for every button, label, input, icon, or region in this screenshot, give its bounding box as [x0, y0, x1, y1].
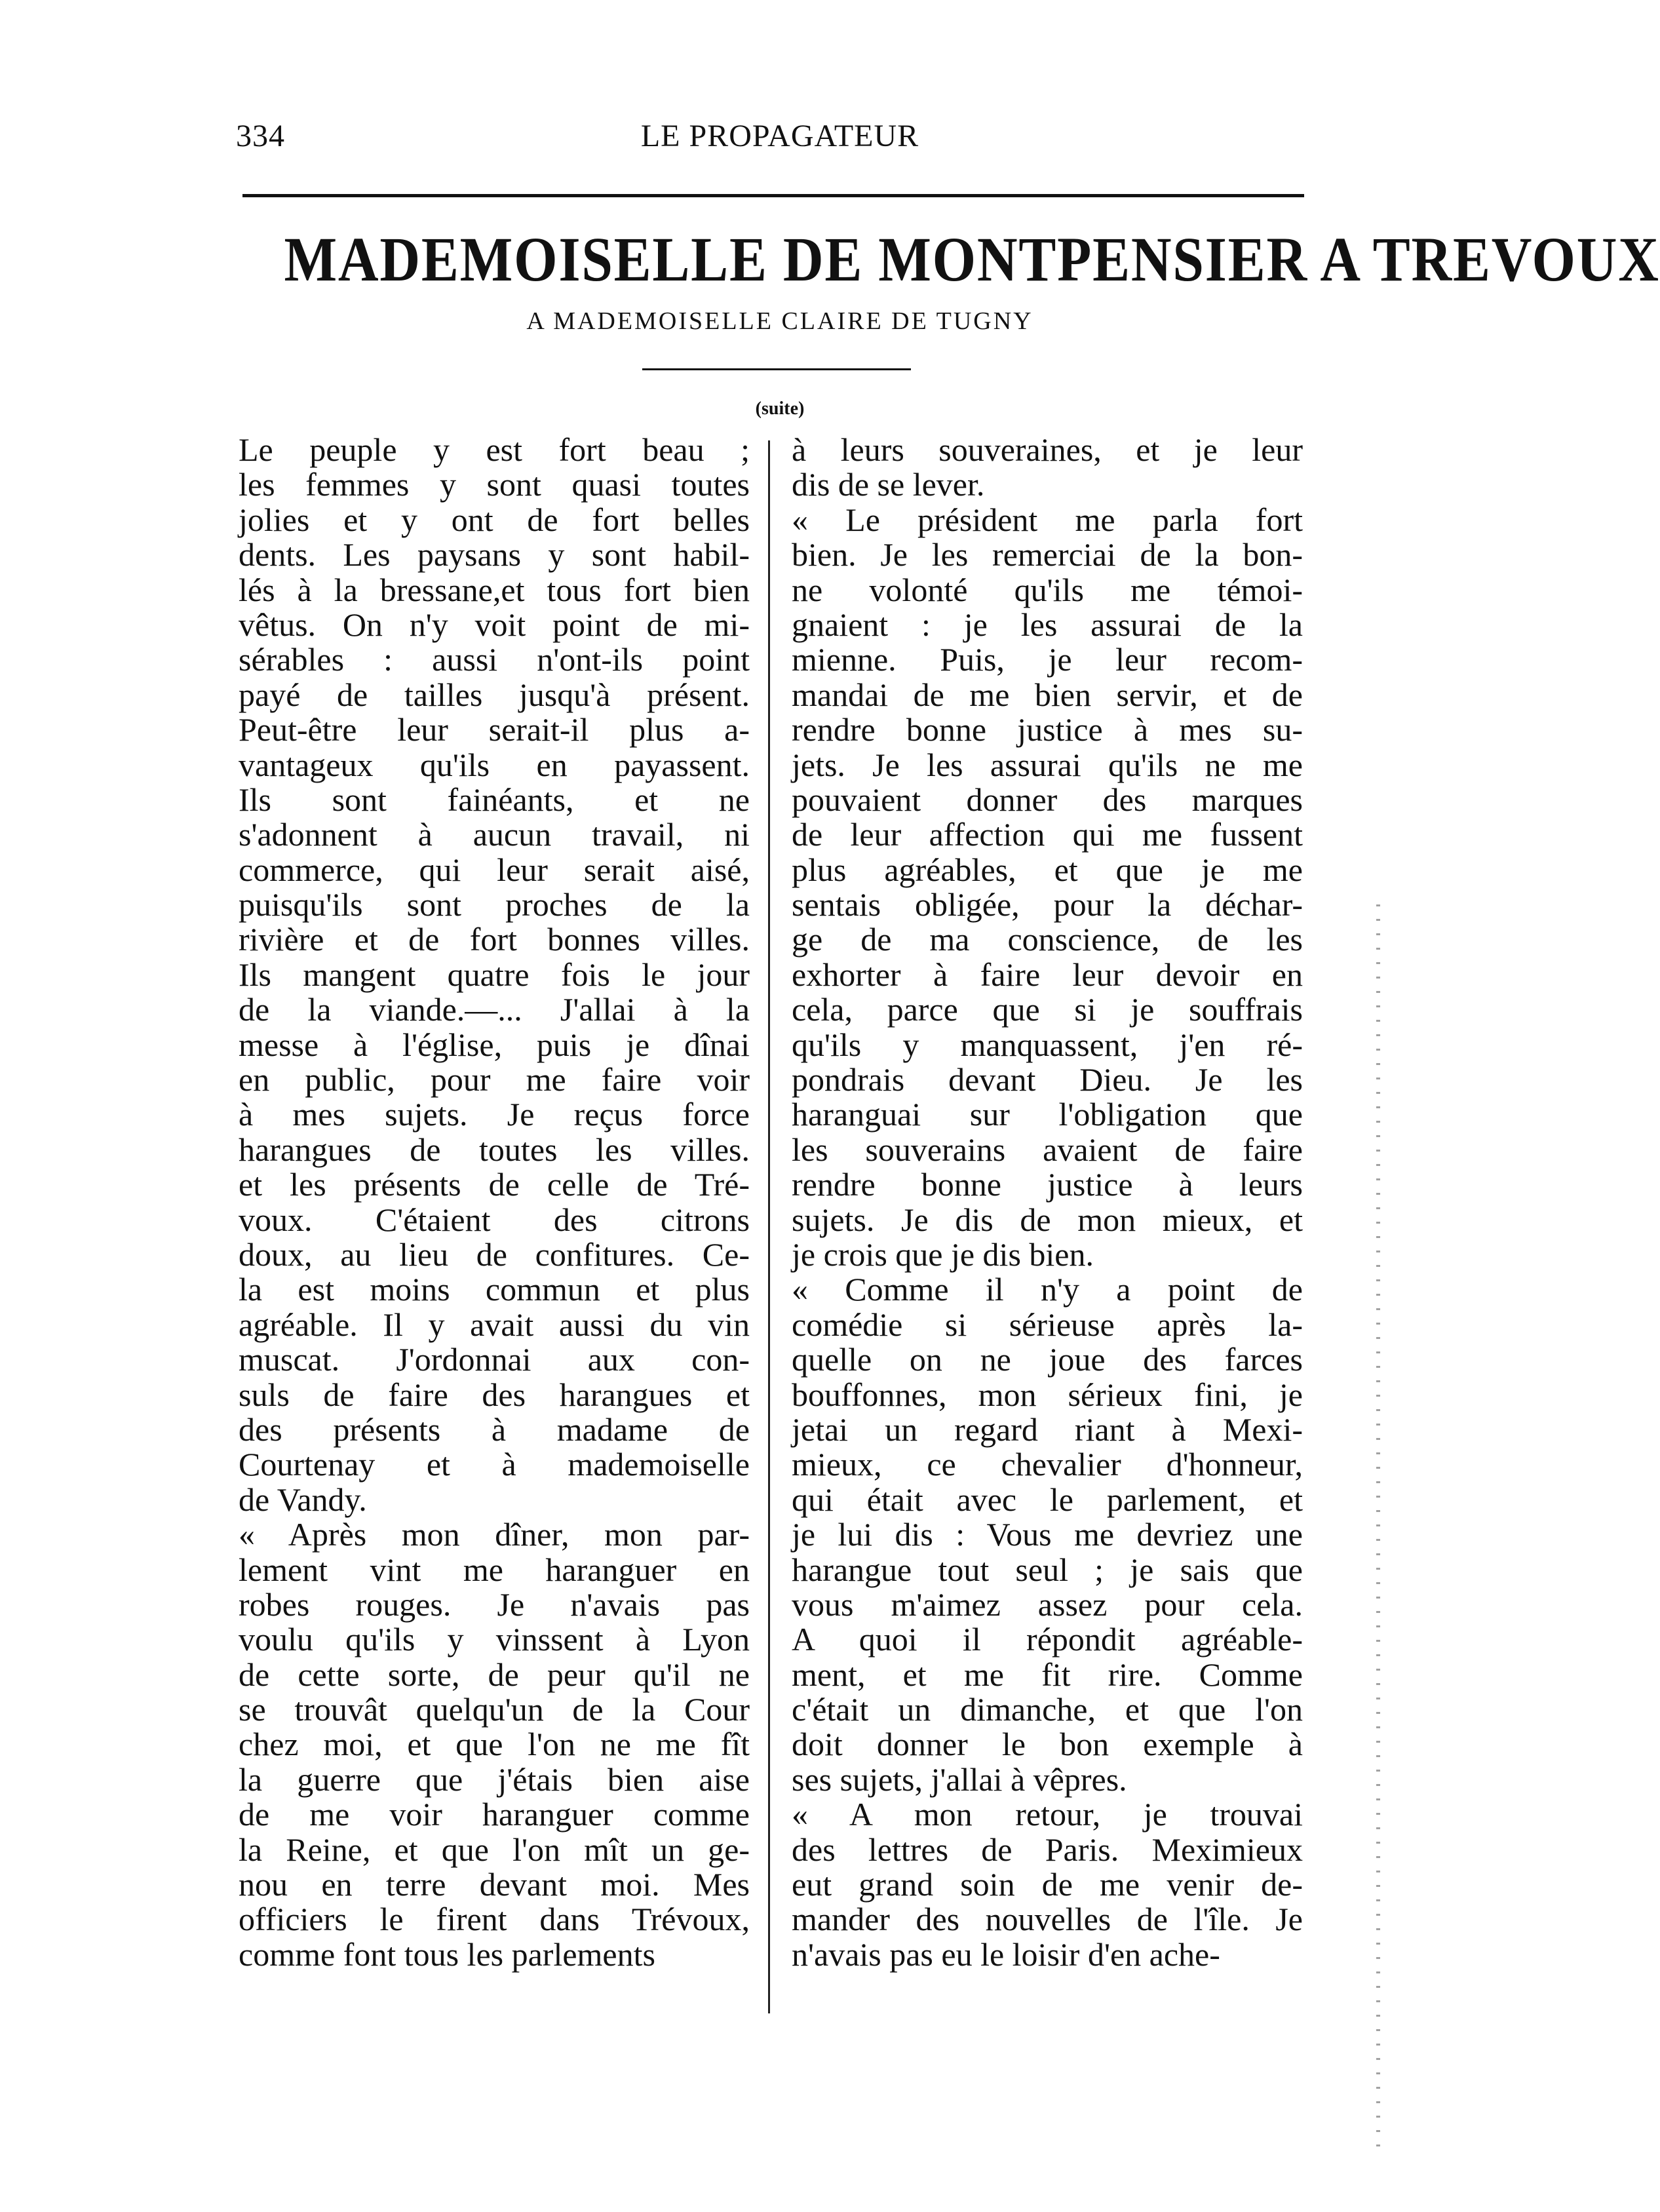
text-line: vous m'aimez assez pour cela.	[792, 1585, 1303, 1623]
text-line: de la viande.—... J'allai à la	[239, 991, 750, 1028]
text-line: plus agréables, et que je me	[792, 851, 1303, 888]
text-line: comédie si sérieuse après la-	[792, 1306, 1303, 1343]
text-line: gnaient : je les assurai de la	[792, 606, 1303, 643]
text-line: jets. Je les assurai qu'ils ne me	[792, 746, 1303, 783]
text-line: de me voir haranguer comme	[239, 1796, 750, 1833]
text-line: rendre bonne justice à leurs	[792, 1166, 1303, 1203]
text-column-left	[239, 433, 750, 1972]
text-line: puisqu'ils sont proches de la	[239, 886, 750, 923]
text-line: jetai un regard riant à Mexi-	[792, 1410, 1303, 1448]
text-line: sujets. Je dis de mon mieux, et	[792, 1201, 1303, 1238]
article-dedication: A MADEMOISELLE CLAIRE DE TUGNY	[526, 307, 1033, 335]
text-line: harangues de toutes les villes.	[239, 1131, 750, 1168]
text-line: ses sujets, j'allai à vêpres.	[792, 1760, 1127, 1798]
text-line: eut grand soin de me venir de-	[792, 1866, 1303, 1903]
text-line: de leur affection qui me fussent	[792, 816, 1303, 853]
text-line: muscat. J'ordonnai aux con-	[239, 1341, 750, 1378]
text-line: qu'ils y manquassent, j'en ré-	[792, 1026, 1303, 1063]
text-line: quelle on ne joue des farces	[792, 1341, 1303, 1378]
text-line: de Vandy.	[239, 1481, 367, 1518]
text-line: agréable. Il y avait aussi du vin	[239, 1306, 750, 1343]
text-line: payé de tailles jusqu'à présent.	[239, 676, 750, 713]
text-line: comme font tous les parlements	[239, 1935, 655, 1973]
text-line: commerce, qui leur serait aisé,	[239, 851, 750, 888]
text-line: Ils sont fainéants, et ne	[239, 781, 750, 818]
journal-name: LE PROPAGATEUR	[640, 119, 919, 153]
text-line: la Reine, et que l'on mît un ge-	[239, 1831, 750, 1868]
text-line: la guerre que j'étais bien aise	[239, 1760, 750, 1798]
text-line: voulu qu'ils y vinssent à Lyon	[239, 1621, 750, 1658]
text-line: robes rouges. Je n'avais pas	[239, 1585, 750, 1623]
text-line: les femmes y sont quasi toutes	[239, 466, 750, 503]
text-line: « Après mon dîner, mon par-	[239, 1516, 750, 1553]
text-line: mieux, ce chevalier d'honneur,	[792, 1446, 1303, 1483]
text-line: sentais obligée, pour la déchar-	[792, 886, 1303, 923]
text-line: vêtus. On n'y voit point de mi-	[239, 606, 750, 643]
text-line: à mes sujets. Je reçus force	[239, 1096, 750, 1133]
text-line: pouvaient donner des marques	[792, 781, 1303, 818]
scan-edge-marks	[1376, 904, 1380, 2150]
text-line: des lettres de Paris. Meximieux	[792, 1831, 1303, 1868]
text-line: suls de faire des harangues et	[239, 1376, 750, 1413]
text-line: cela, parce que si je souffrais	[792, 991, 1303, 1028]
text-line: vantageux qu'ils en payassent.	[239, 746, 750, 783]
text-line: exhorter à faire leur devoir en	[792, 956, 1303, 993]
text-line: A quoi il répondit agréable-	[792, 1621, 1303, 1658]
text-line: en public, pour me faire voir	[239, 1061, 750, 1098]
text-line: voux. C'étaient des citrons	[239, 1201, 750, 1238]
page-number: 334	[236, 119, 285, 153]
text-line: doit donner le bon exemple à	[792, 1726, 1303, 1763]
text-line: se trouvât quelqu'un de la Cour	[239, 1691, 750, 1728]
text-line: lés à la bressane,et tous fort bien	[239, 571, 750, 608]
text-line: mandai de me bien servir, et de	[792, 676, 1303, 713]
text-line: Courtenay et à mademoiselle	[239, 1446, 750, 1483]
text-line: je crois que je dis bien.	[792, 1235, 1094, 1273]
text-line: messe à l'église, puis je dînai	[239, 1026, 750, 1063]
text-line: harangue tout seul ; je sais que	[792, 1551, 1303, 1588]
running-head	[236, 118, 1324, 170]
text-line: Peut-être leur serait-il plus a-	[239, 711, 750, 748]
text-line: et les présents de celle de Tré-	[239, 1166, 750, 1203]
text-line: « Le président me parla fort	[792, 501, 1303, 538]
text-line: la est moins commun et plus	[239, 1271, 750, 1308]
text-line: n'avais pas eu le loisir d'en ache-	[792, 1935, 1220, 1973]
text-line: « Comme il n'y a point de	[792, 1271, 1303, 1308]
continued-label: (suite)	[755, 398, 805, 419]
text-line: lement vint me haranguer en	[239, 1551, 750, 1588]
text-line: à leurs souveraines, et je leur	[792, 431, 1303, 468]
text-line: ge de ma conscience, de les	[792, 921, 1303, 958]
article-title: MADEMOISELLE DE MONTPENSIER A TREVOUX	[284, 224, 1660, 294]
text-line: dis de se lever.	[792, 466, 985, 503]
text-line: haranguai sur l'obligation que	[792, 1096, 1303, 1133]
text-line: pondrais devant Dieu. Je les	[792, 1061, 1303, 1098]
text-line: jolies et y ont de fort belles	[239, 501, 750, 538]
text-line: Ils mangent quatre fois le jour	[239, 956, 750, 993]
text-line: rivière et de fort bonnes villes.	[239, 921, 750, 958]
text-column-right	[792, 433, 1303, 1972]
text-line: de cette sorte, de peur qu'il ne	[239, 1656, 750, 1693]
text-line: « A mon retour, je trouvai	[792, 1796, 1303, 1833]
text-line: rendre bonne justice à mes su-	[792, 711, 1303, 748]
text-line: des présents à madame de	[239, 1410, 750, 1448]
text-line: doux, au lieu de confitures. Ce-	[239, 1235, 750, 1273]
text-line: officiers le firent dans Trévoux,	[239, 1901, 750, 1938]
text-line: s'adonnent à aucun travail, ni	[239, 816, 750, 853]
text-line: Le peuple y est fort beau ;	[239, 431, 750, 468]
text-line: nou en terre devant moi. Mes	[239, 1866, 750, 1903]
text-line: bien. Je les remerciai de la bon-	[792, 536, 1303, 573]
text-line: dents. Les paysans y sont habil-	[239, 536, 750, 573]
text-line: bouffonnes, mon sérieux fini, je	[792, 1376, 1303, 1413]
text-line: ne volonté qu'ils me témoi-	[792, 571, 1303, 608]
text-line: chez moi, et que l'on ne me fît	[239, 1726, 750, 1763]
text-line: les souverains avaient de faire	[792, 1131, 1303, 1168]
column-divider	[768, 440, 770, 2013]
text-line: je lui dis : Vous me devriez une	[792, 1516, 1303, 1553]
text-line: ment, et me fit rire. Comme	[792, 1656, 1303, 1693]
title-rule	[642, 368, 911, 370]
text-line: c'était un dimanche, et que l'on	[792, 1691, 1303, 1728]
header-rule	[242, 194, 1304, 197]
text-line: sérables : aussi n'ont-ils point	[239, 641, 750, 678]
text-line: mienne. Puis, je leur recom-	[792, 641, 1303, 678]
text-line: qui était avec le parlement, et	[792, 1481, 1303, 1518]
text-line: mander des nouvelles de l'île. Je	[792, 1901, 1303, 1938]
